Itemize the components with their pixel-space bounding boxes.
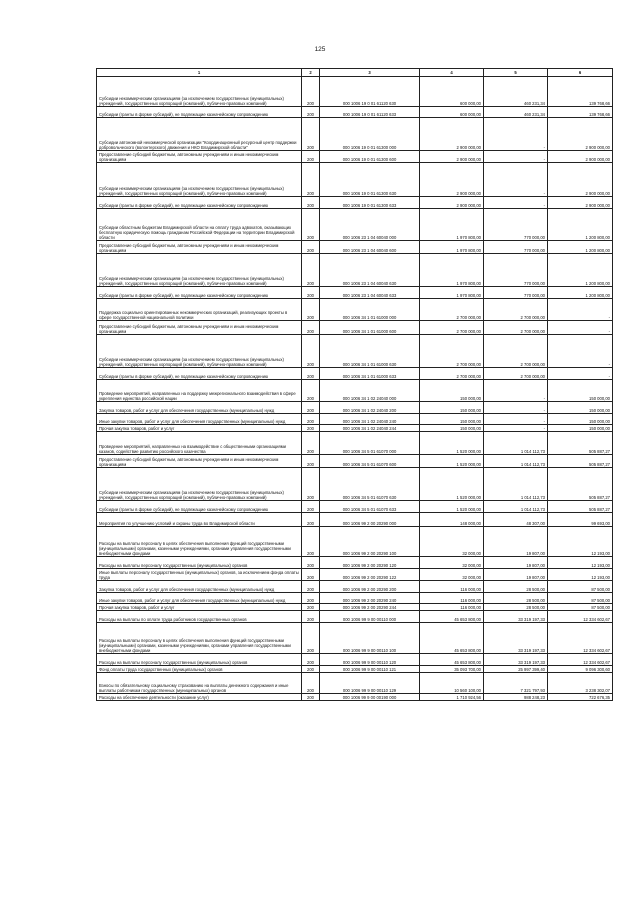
column-header: 4 bbox=[420, 69, 484, 77]
row-description: Субсидии (гранты в форме субсидий), не подлежащие казначейскому сопровождению bbox=[97, 501, 302, 513]
table-row bbox=[97, 197, 613, 209]
row-executed-amount: 28 500,00 bbox=[484, 593, 548, 604]
row-executed-amount: - bbox=[484, 425, 548, 432]
row-unexecuted-amount: 99 693,00 bbox=[548, 513, 613, 527]
row-description: Субсидии некоммерческим организациям (за исключением государственных (муниципальных) учреждений, государственных корпораций (компаний), публично-правовых компаний) bbox=[97, 335, 302, 368]
row-code-line: 200 bbox=[302, 581, 320, 593]
row-code-line: 200 bbox=[302, 321, 320, 335]
row-unexecuted-amount: 12 193,00 bbox=[548, 569, 613, 581]
row-approved-amount: 2 700 000,00 bbox=[420, 335, 484, 368]
row-unexecuted-amount: 139 768,66 bbox=[548, 77, 613, 107]
row-approved-amount: 116 000,00 bbox=[420, 593, 484, 604]
page-number: 125 bbox=[314, 46, 326, 53]
row-description: Проведение мероприятий, направленных на поддержку межрегионального взаимодействия в сфере укрепления единства российской нации bbox=[97, 380, 302, 402]
row-classification-code: 000 1006 99 2 00 20290 000 bbox=[320, 513, 420, 527]
row-executed-amount: 460 231,34 bbox=[484, 107, 548, 118]
column-header: 2 bbox=[302, 69, 320, 77]
row-approved-amount: 600 000,00 bbox=[420, 77, 484, 107]
row-approved-amount: 32 000,00 bbox=[420, 569, 484, 581]
row-unexecuted-amount: 150 000,00 bbox=[548, 402, 613, 414]
row-description: Расходы на выплаты персоналу государственных (муниципальных) органов bbox=[97, 654, 302, 666]
row-approved-amount: 1 970 800,00 bbox=[420, 209, 484, 241]
row-code-line: 200 bbox=[302, 673, 320, 694]
row-approved-amount: 1 970 800,00 bbox=[420, 254, 484, 287]
row-approved-amount: 45 653 800,00 bbox=[420, 623, 484, 654]
row-code-line: 200 bbox=[302, 335, 320, 368]
row-description: Прочая закупка товаров, работ и услуг bbox=[97, 425, 302, 432]
budget-table bbox=[96, 68, 613, 701]
table-row bbox=[97, 321, 613, 335]
table-row bbox=[97, 673, 613, 694]
row-approved-amount: 1 970 800,00 bbox=[420, 241, 484, 254]
row-classification-code: 000 1006 34 1 01 61000 000 bbox=[320, 299, 420, 321]
row-description: Предоставление субсидий бюджетным, автономным учреждениям и иным некоммерческим организациям bbox=[97, 151, 302, 163]
row-code-line: 200 bbox=[302, 77, 320, 107]
row-code-line: 200 bbox=[302, 368, 320, 380]
row-code-line: 200 bbox=[302, 604, 320, 611]
row-approved-amount: 2 900 000,00 bbox=[420, 197, 484, 209]
row-unexecuted-amount: - bbox=[548, 335, 613, 368]
row-classification-code: 000 1006 19 0 01 61300 000 bbox=[320, 118, 420, 151]
row-executed-amount: 7 321 797,93 bbox=[484, 673, 548, 694]
row-unexecuted-amount: 12 193,00 bbox=[548, 527, 613, 557]
table-row bbox=[97, 593, 613, 604]
row-unexecuted-amount: 1 200 800,00 bbox=[548, 287, 613, 299]
row-classification-code: 000 1006 99 2 00 20290 100 bbox=[320, 527, 420, 557]
row-classification-code: 000 1006 19 0 01 61300 633 bbox=[320, 197, 420, 209]
row-unexecuted-amount: 505 887,27 bbox=[548, 455, 613, 468]
row-classification-code: 000 1006 34 1 02 24040 200 bbox=[320, 402, 420, 414]
row-code-line: 200 bbox=[302, 380, 320, 402]
row-unexecuted-amount: 505 887,27 bbox=[548, 468, 613, 501]
table-row bbox=[97, 151, 613, 163]
table-row bbox=[97, 163, 613, 197]
row-executed-amount: 28 500,00 bbox=[484, 581, 548, 593]
table-row bbox=[97, 581, 613, 593]
row-classification-code: 000 1006 34 5 01 61070 600 bbox=[320, 455, 420, 468]
row-description: Иные выплаты персоналу государственных (муниципальных) органов, за исключением фонда оплаты труда bbox=[97, 569, 302, 581]
table-row bbox=[97, 654, 613, 666]
row-classification-code: 000 1006 99 9 00 00110 121 bbox=[320, 666, 420, 673]
row-executed-amount: 1 014 112,73 bbox=[484, 501, 548, 513]
row-executed-amount: 19 807,00 bbox=[484, 569, 548, 581]
row-approved-amount: 45 653 800,00 bbox=[420, 611, 484, 623]
row-classification-code: 000 1006 34 1 02 24040 000 bbox=[320, 380, 420, 402]
row-description: Субсидии (гранты в форме субсидий), не подлежащие казначейскому сопровождению bbox=[97, 197, 302, 209]
row-unexecuted-amount: 87 500,00 bbox=[548, 593, 613, 604]
row-code-line: 200 bbox=[302, 432, 320, 455]
row-approved-amount: 2 700 000,00 bbox=[420, 299, 484, 321]
row-description: Субсидии некоммерческим организациям (за исключением государственных (муниципальных) учреждений, государственных корпораций (компаний), публично-правовых компаний) bbox=[97, 163, 302, 197]
row-code-line: 200 bbox=[302, 593, 320, 604]
row-unexecuted-amount: 505 887,27 bbox=[548, 432, 613, 455]
row-classification-code: 000 1006 23 1 04 60040 630 bbox=[320, 254, 420, 287]
row-code-line: 200 bbox=[302, 163, 320, 197]
row-unexecuted-amount: 12 334 602,67 bbox=[548, 623, 613, 654]
row-code-line: 200 bbox=[302, 209, 320, 241]
row-classification-code: 000 1006 23 1 04 60040 000 bbox=[320, 209, 420, 241]
row-approved-amount: 1 970 800,00 bbox=[420, 287, 484, 299]
row-approved-amount: 150 000,00 bbox=[420, 425, 484, 432]
table-row bbox=[97, 335, 613, 368]
row-executed-amount: 1 014 112,73 bbox=[484, 468, 548, 501]
row-executed-amount: 770 000,00 bbox=[484, 209, 548, 241]
row-executed-amount: 28 500,00 bbox=[484, 604, 548, 611]
row-classification-code: 000 1006 23 1 04 60040 600 bbox=[320, 241, 420, 254]
row-approved-amount: 35 093 700,00 bbox=[420, 666, 484, 673]
row-classification-code: 000 1006 23 1 04 60040 633 bbox=[320, 287, 420, 299]
row-code-line: 200 bbox=[302, 501, 320, 513]
row-executed-amount: 770 000,00 bbox=[484, 241, 548, 254]
row-code-line: 200 bbox=[302, 287, 320, 299]
row-approved-amount: 150 000,00 bbox=[420, 380, 484, 402]
row-classification-code: 000 1006 99 2 00 20290 120 bbox=[320, 557, 420, 569]
row-unexecuted-amount: 1 200 800,00 bbox=[548, 241, 613, 254]
row-code-line: 200 bbox=[302, 107, 320, 118]
row-classification-code: 000 1006 99 9 00 00110 129 bbox=[320, 673, 420, 694]
row-description: Закупка товаров, работ и услуг для обеспечения государственных (муниципальных) нужд bbox=[97, 402, 302, 414]
row-classification-code: 000 1006 99 9 00 00190 000 bbox=[320, 694, 420, 701]
row-approved-amount: 1 520 000,00 bbox=[420, 501, 484, 513]
row-code-line: 200 bbox=[302, 425, 320, 432]
row-classification-code: 000 1006 99 2 00 20290 122 bbox=[320, 569, 420, 581]
row-description: Проведение мероприятий, направленных на взаимодействие с общественными организациями казаков, содействие развитию российского казачества bbox=[97, 432, 302, 455]
row-approved-amount: 2 700 000,00 bbox=[420, 321, 484, 335]
column-header: 6 bbox=[548, 69, 613, 77]
row-approved-amount: 150 000,00 bbox=[420, 402, 484, 414]
table-row bbox=[97, 299, 613, 321]
row-approved-amount: 116 000,00 bbox=[420, 581, 484, 593]
row-executed-amount: 2 700 000,00 bbox=[484, 368, 548, 380]
row-classification-code: 000 1006 99 9 00 00110 120 bbox=[320, 654, 420, 666]
row-description: Расходы на выплаты персоналу в целях обеспечения выполнения функций государственными (муниципальными) органами, казенными учреждениями, органами управления государственными внебюджетными фондами bbox=[97, 527, 302, 557]
row-description: Предоставление субсидий бюджетным, автономным учреждениям и иным некоммерческим организациям bbox=[97, 455, 302, 468]
row-executed-amount: - bbox=[484, 197, 548, 209]
row-executed-amount: 33 319 197,33 bbox=[484, 654, 548, 666]
row-executed-amount: 33 319 197,33 bbox=[484, 623, 548, 654]
table-header-row bbox=[97, 69, 613, 77]
table-row bbox=[97, 402, 613, 414]
row-unexecuted-amount: - bbox=[548, 368, 613, 380]
row-code-line: 200 bbox=[302, 455, 320, 468]
table-row bbox=[97, 287, 613, 299]
table-row bbox=[97, 425, 613, 432]
table-row bbox=[97, 611, 613, 623]
row-executed-amount: 25 997 399,40 bbox=[484, 666, 548, 673]
row-code-line: 200 bbox=[302, 666, 320, 673]
row-executed-amount: 33 319 197,33 bbox=[484, 611, 548, 623]
row-code-line: 200 bbox=[302, 118, 320, 151]
table-row bbox=[97, 209, 613, 241]
row-approved-amount: 32 000,00 bbox=[420, 527, 484, 557]
row-executed-amount: 460 231,34 bbox=[484, 77, 548, 107]
row-description: Прочая закупка товаров, работ и услуг bbox=[97, 604, 302, 611]
row-approved-amount: 2 900 000,00 bbox=[420, 163, 484, 197]
row-approved-amount: 600 000,00 bbox=[420, 107, 484, 118]
row-code-line: 200 bbox=[302, 611, 320, 623]
row-classification-code: 000 1006 34 5 01 61070 633 bbox=[320, 501, 420, 513]
row-code-line: 200 bbox=[302, 254, 320, 287]
row-executed-amount: - bbox=[484, 151, 548, 163]
row-approved-amount: 148 000,00 bbox=[420, 513, 484, 527]
row-approved-amount: 1 520 000,00 bbox=[420, 455, 484, 468]
row-executed-amount: 770 000,00 bbox=[484, 254, 548, 287]
table-row bbox=[97, 241, 613, 254]
row-description: Субсидии областным бюджетам Владимирской области на оплату труда адвокатов, оказывающих бесплатную юридическую помощь гражданам Российской Федерации на территории Владимирской области bbox=[97, 209, 302, 241]
column-header: 5 bbox=[484, 69, 548, 77]
row-executed-amount: - bbox=[484, 118, 548, 151]
row-unexecuted-amount: 87 500,00 bbox=[548, 581, 613, 593]
row-unexecuted-amount: 722 676,35 bbox=[548, 694, 613, 701]
row-unexecuted-amount: 2 900 000,00 bbox=[548, 197, 613, 209]
row-code-line: 200 bbox=[302, 527, 320, 557]
row-unexecuted-amount: 1 200 800,00 bbox=[548, 254, 613, 287]
row-classification-code: 000 1006 19 0 01 61300 630 bbox=[320, 163, 420, 197]
row-code-line: 200 bbox=[302, 241, 320, 254]
row-classification-code: 000 1006 34 1 01 61000 630 bbox=[320, 335, 420, 368]
row-description: Иные закупки товаров, работ и услуг для обеспечения государственных (муниципальных) нужд bbox=[97, 414, 302, 425]
table-row bbox=[97, 557, 613, 569]
row-classification-code: 000 1006 99 2 00 20290 200 bbox=[320, 581, 420, 593]
row-unexecuted-amount: 12 334 602,67 bbox=[548, 654, 613, 666]
row-classification-code: 000 1006 19 0 01 61300 600 bbox=[320, 151, 420, 163]
row-classification-code: 000 1006 19 0 01 61120 633 bbox=[320, 107, 420, 118]
row-executed-amount: 19 807,00 bbox=[484, 557, 548, 569]
row-executed-amount: 2 700 000,00 bbox=[484, 321, 548, 335]
row-code-line: 200 bbox=[302, 414, 320, 425]
row-classification-code: 000 1006 34 5 01 61070 000 bbox=[320, 432, 420, 455]
table-row bbox=[97, 527, 613, 557]
row-code-line: 200 bbox=[302, 513, 320, 527]
row-classification-code: 000 1006 34 1 01 61000 600 bbox=[320, 321, 420, 335]
table-row bbox=[97, 569, 613, 581]
row-executed-amount: - bbox=[484, 163, 548, 197]
row-classification-code: 000 1006 99 9 00 00110 100 bbox=[320, 623, 420, 654]
row-code-line: 200 bbox=[302, 299, 320, 321]
row-unexecuted-amount: 139 768,66 bbox=[548, 107, 613, 118]
row-code-line: 200 bbox=[302, 557, 320, 569]
row-unexecuted-amount: - bbox=[548, 321, 613, 335]
row-description: Субсидии (гранты в форме субсидий), не подлежащие казначейскому сопровождению bbox=[97, 368, 302, 380]
row-unexecuted-amount: 2 900 000,00 bbox=[548, 163, 613, 197]
table-row bbox=[97, 666, 613, 673]
row-unexecuted-amount: 1 200 800,00 bbox=[548, 209, 613, 241]
row-description: Предоставление субсидий бюджетным, автономным учреждениям и иным некоммерческим организациям bbox=[97, 241, 302, 254]
row-description: Иные закупки товаров, работ и услуг для обеспечения государственных (муниципальных) нужд bbox=[97, 593, 302, 604]
table-row bbox=[97, 501, 613, 513]
row-classification-code: 000 1006 99 2 00 20290 244 bbox=[320, 604, 420, 611]
row-description: Расходы на выплаты по оплате труда работников государственных органов bbox=[97, 611, 302, 623]
row-description: Субсидии некоммерческим организациям (за исключением государственных (муниципальных) учреждений, государственных корпораций (компаний), публично-правовых компаний) bbox=[97, 254, 302, 287]
row-executed-amount: 1 014 112,73 bbox=[484, 432, 548, 455]
row-description: Субсидии автономной некоммерческой организации "Координационный ресурсный центр поддержки добровольческого (волонтерского) движения и НКО Владимирской области" bbox=[97, 118, 302, 151]
row-unexecuted-amount: 9 096 300,60 bbox=[548, 666, 613, 673]
row-approved-amount: 32 000,00 bbox=[420, 557, 484, 569]
row-unexecuted-amount: 505 887,27 bbox=[548, 501, 613, 513]
row-unexecuted-amount: - bbox=[548, 299, 613, 321]
row-code-line: 200 bbox=[302, 402, 320, 414]
row-executed-amount: 1 014 112,73 bbox=[484, 455, 548, 468]
table-row bbox=[97, 414, 613, 425]
row-description: Расходы на выплаты персоналу государственных (муниципальных) органов bbox=[97, 557, 302, 569]
table-row bbox=[97, 77, 613, 107]
row-unexecuted-amount: 150 000,00 bbox=[548, 380, 613, 402]
row-classification-code: 000 1006 34 1 01 61000 633 bbox=[320, 368, 420, 380]
row-executed-amount: - bbox=[484, 380, 548, 402]
row-executed-amount: 988 248,23 bbox=[484, 694, 548, 701]
row-approved-amount: 1 520 000,00 bbox=[420, 432, 484, 455]
row-executed-amount: - bbox=[484, 402, 548, 414]
row-code-line: 200 bbox=[302, 197, 320, 209]
table-row bbox=[97, 118, 613, 151]
table-row bbox=[97, 432, 613, 455]
row-approved-amount: 2 900 000,00 bbox=[420, 151, 484, 163]
table-row bbox=[97, 694, 613, 701]
row-classification-code: 000 1006 34 1 02 24040 244 bbox=[320, 425, 420, 432]
row-executed-amount: 2 700 000,00 bbox=[484, 335, 548, 368]
row-classification-code: 000 1006 19 0 01 61120 630 bbox=[320, 77, 420, 107]
row-code-line: 200 bbox=[302, 569, 320, 581]
row-classification-code: 000 1006 99 2 00 20290 240 bbox=[320, 593, 420, 604]
row-description: Расходы на выплаты персоналу в целях обеспечения выполнения функций государственными (муниципальными) органами, казенными учреждениями, органами управления государственными внебюджетными фондами bbox=[97, 623, 302, 654]
row-description: Субсидии некоммерческим организациям (за исключением государственных (муниципальных) учреждений, государственных корпораций (компаний), публично-правовых компаний) bbox=[97, 468, 302, 501]
table-row bbox=[97, 380, 613, 402]
row-executed-amount: 770 000,00 bbox=[484, 287, 548, 299]
row-executed-amount: 2 700 000,00 bbox=[484, 299, 548, 321]
row-description: Взносы по обязательному социальному страхованию на выплаты денежного содержания и иные выплаты работникам государственных (муниципальных) органов bbox=[97, 673, 302, 694]
table-row bbox=[97, 368, 613, 380]
row-description: Субсидии (гранты в форме субсидий), не подлежащие казначейскому сопровождению bbox=[97, 287, 302, 299]
row-unexecuted-amount: 2 900 000,00 bbox=[548, 118, 613, 151]
row-description: Мероприятия по улучшению условий и охраны труда во Владимирской области bbox=[97, 513, 302, 527]
row-description: Поддержка социально ориентированных некоммерческих организаций, реализующих проекты в сфере государственной национальной политики bbox=[97, 299, 302, 321]
row-code-line: 200 bbox=[302, 623, 320, 654]
row-approved-amount: 1 710 924,56 bbox=[420, 694, 484, 701]
table-row bbox=[97, 107, 613, 118]
row-description: Субсидии (гранты в форме субсидий), не подлежащие казначейскому сопровождению bbox=[97, 107, 302, 118]
row-code-line: 200 bbox=[302, 151, 320, 163]
row-executed-amount: - bbox=[484, 414, 548, 425]
row-description: Расходы на обеспечение деятельности (оказание услуг) bbox=[97, 694, 302, 701]
row-approved-amount: 150 000,00 bbox=[420, 414, 484, 425]
row-unexecuted-amount: 150 000,00 bbox=[548, 414, 613, 425]
row-description: Предоставление субсидий бюджетным, автономным учреждениям и иным некоммерческим организациям bbox=[97, 321, 302, 335]
row-description: Закупка товаров, работ и услуг для обеспечения государственных (муниципальных) нужд bbox=[97, 581, 302, 593]
row-unexecuted-amount: 12 193,00 bbox=[548, 557, 613, 569]
row-executed-amount: 48 307,00 bbox=[484, 513, 548, 527]
row-approved-amount: 45 653 800,00 bbox=[420, 654, 484, 666]
row-unexecuted-amount: 87 500,00 bbox=[548, 604, 613, 611]
row-description: Фонд оплаты труда государственных (муниципальных) органов bbox=[97, 666, 302, 673]
row-approved-amount: 2 700 000,00 bbox=[420, 368, 484, 380]
row-classification-code: 000 1006 34 5 01 61070 630 bbox=[320, 468, 420, 501]
row-approved-amount: 2 900 000,00 bbox=[420, 118, 484, 151]
row-code-line: 200 bbox=[302, 468, 320, 501]
row-code-line: 200 bbox=[302, 654, 320, 666]
row-unexecuted-amount: 3 238 302,07 bbox=[548, 673, 613, 694]
table-row bbox=[97, 455, 613, 468]
row-unexecuted-amount: 2 900 000,00 bbox=[548, 151, 613, 163]
row-approved-amount: 10 560 100,00 bbox=[420, 673, 484, 694]
table-row bbox=[97, 254, 613, 287]
row-description: Субсидии некоммерческим организациям (за исключением государственных (муниципальных) учреждений, государственных корпораций (компаний), публично-правовых компаний) bbox=[97, 77, 302, 107]
column-header: 1 bbox=[97, 69, 302, 77]
table-row bbox=[97, 468, 613, 501]
table-row bbox=[97, 604, 613, 611]
row-classification-code: 000 1006 99 9 00 00110 000 bbox=[320, 611, 420, 623]
row-executed-amount: 19 807,00 bbox=[484, 527, 548, 557]
row-unexecuted-amount: 12 334 602,67 bbox=[548, 611, 613, 623]
table-row bbox=[97, 513, 613, 527]
row-classification-code: 000 1006 34 1 02 24040 240 bbox=[320, 414, 420, 425]
row-approved-amount: 116 000,00 bbox=[420, 604, 484, 611]
row-code-line: 200 bbox=[302, 694, 320, 701]
row-approved-amount: 1 520 000,00 bbox=[420, 468, 484, 501]
row-unexecuted-amount: 150 000,00 bbox=[548, 425, 613, 432]
table-row bbox=[97, 623, 613, 654]
column-header: 3 bbox=[320, 69, 420, 77]
